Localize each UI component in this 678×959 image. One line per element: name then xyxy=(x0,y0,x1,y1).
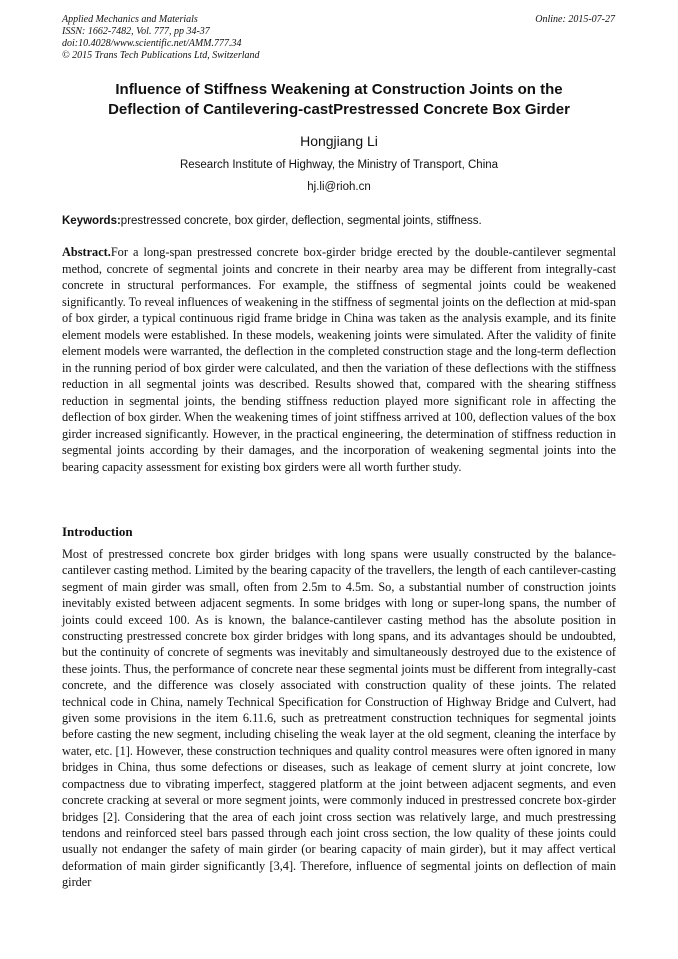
online-date: Online: 2015-07-27 xyxy=(535,14,615,25)
keywords-text: prestressed concrete, box girder, deflection, segmental joints, stiffness. xyxy=(120,215,482,227)
author-email: hj.li@rioh.cn xyxy=(307,181,371,193)
keywords-label: Keywords: xyxy=(62,215,121,227)
title-line-1: Influence of Stiffness Weakening at Construction Joints on the xyxy=(115,81,563,98)
author-affiliation: Research Institute of Highway, the Ministry of Transport, China xyxy=(179,159,499,171)
journal-name: Applied Mechanics and Materials xyxy=(62,14,198,25)
abstract-text: For a long-span prestressed concrete box-girder bridge erected by the double-cantilever segmental method, concrete of segmental joints and concrete in their nearby area may be different from integrally-cast concrete in structural performances. For example, the stiffness of segmental joints could be weakened significantly. To reveal influences of weakening in the stiffness of segmental joints on the deflection at mid-span of box girder, a typical continuous rigid frame bridge in China was taken as the analysis example, and its finite element models were established. In these models, weakening joints were simulated. After the validity of finite element models were warranted, the deflection in the completed construction stage and the long-term deflection in the running period of box girder were calculated, and then the variation of these deflections with the stiffness reduction in all segmental joints was described. Results showed that, compared with the shearing stiffness reduction in segmental joints, the bending stiffness reduction played more significant role in affecting the deflection of box girder. When the weakening times of joint stiffness arrived at 100, deflection values of the box girder increased significantly. However, in the practical engineering, the determination of stiffness reduction in segmental joints according by their damages, and the incorporation of weakening segmental joints into the bearing capacity assessment for existing box girders were all worth further study. xyxy=(62,245,616,474)
abstract xyxy=(62,244,616,475)
keywords xyxy=(62,214,616,228)
abstract-label: Abstract. xyxy=(62,245,111,259)
paper-title xyxy=(62,80,616,120)
journal-metadata xyxy=(62,14,260,62)
doi: doi:10.4028/www.scientific.net/AMM.777.34 xyxy=(62,38,242,49)
author-name: Hongjiang Li xyxy=(300,133,378,149)
introduction-paragraph: Most of prestressed concrete box girder bridges with long spans were usually constructed by the balance-cantilever casting method. Limited by the bearing capacity of the travellers, the length of each cantilever-casting segment of main girder was small, often from 2.5m to 4.5m. So, a substantial number of construction joints inevitably existed between adjacent segments. In some bridges with long or super-long spans, the number of joints could exceed 100. As is known, the balance-cantilever casting method has the absolute position in constructing prestressed concrete box girder bridges with long spans, and its advantages should be undoubted, but the continuity of concrete of segments was inevitably and simultaneously destroyed due to the existence of these joints. Thus, the performance of concrete near these segmental joints must be different from integrally-cast concrete, and the difference was closely associated with construction quality of these joints. The related technical code in China, namely Technical Specification for Construction of Highway Bridge and Culvert, had given some provisions in the item 6.11.6, such as pretreatment construction techniques for segmental joints before casting the new segment, including chiseling the weak layer at the old segment, cleaning the interface by water, etc. [1]. However, these construction techniques and quality control measures were often ignored in many bridges in China, thus some defections or diseases, such as leakage of cement slurry at joint concrete, low compactness due to vibrating imperfect, staggered platform at the joint between adjacent segments, and even concrete cracking at several or more segment joints, were commonly induced in prestressed concrete box-girder bridges [2]. Considering that the area of each joint cross section was relatively large, and much prestressing tendons and reinforced steel bars passed through each joint cross section, the low quality of these joints could usually not endanger the safety of main girder (or bearing capacity of main girder), but it may affect vertical deformation of main girder significantly [3,4]. Therefore, influence of segmental joints on deflection of main girder xyxy=(62,547,616,890)
introduction-heading: Introduction xyxy=(62,524,133,539)
issn-volume: ISSN: 1662-7482, Vol. 777, pp 34-37 xyxy=(62,26,210,37)
copyright: © 2015 Trans Tech Publications Ltd, Switzerland xyxy=(62,50,260,61)
title-line-2: Deflection of Cantilevering-castPrestressed Concrete Box Girder xyxy=(108,101,570,118)
